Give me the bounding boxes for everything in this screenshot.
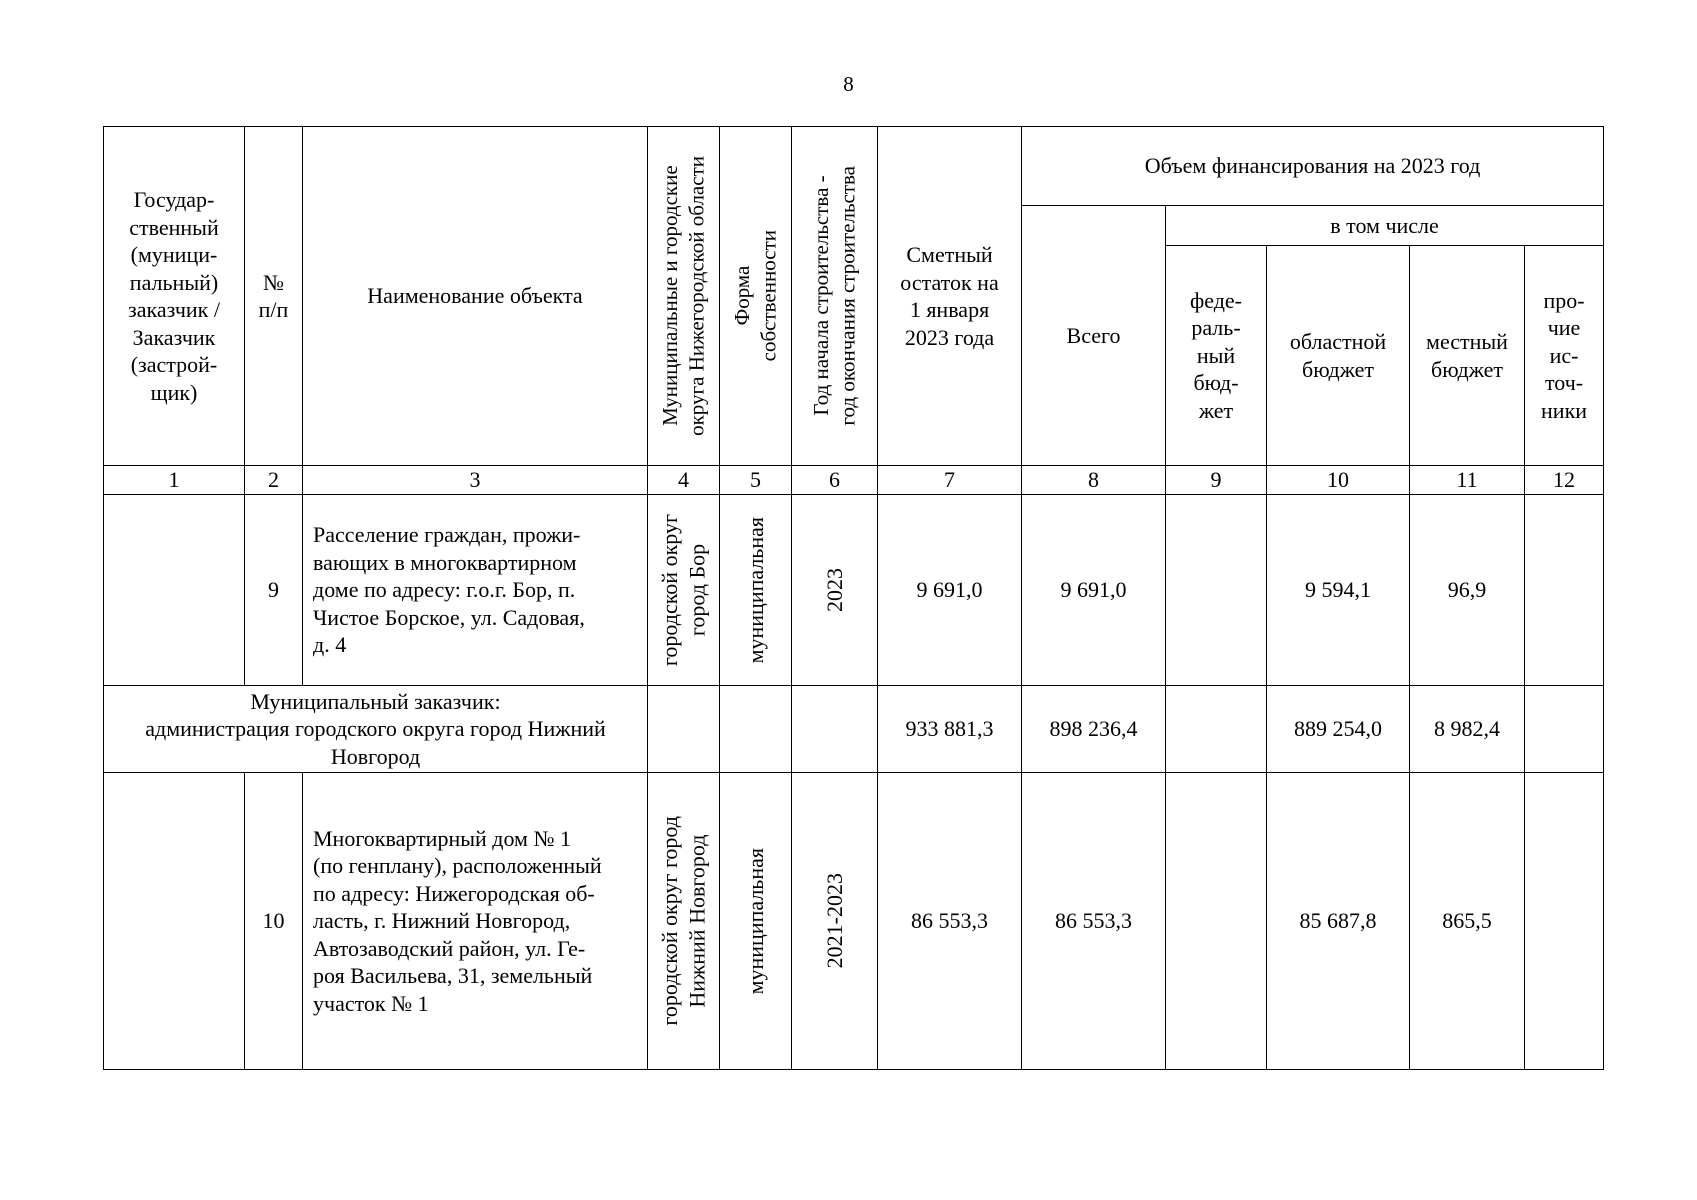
- summary-total: 898 236,4: [1022, 686, 1166, 773]
- header-object-name: Наименование объекта: [303, 127, 648, 466]
- row-federal: [1166, 495, 1267, 686]
- row-customer: [104, 773, 245, 1070]
- summary-municipality: [648, 686, 720, 773]
- summary-federal: [1166, 686, 1267, 773]
- summary-remaining: 933 881,3: [878, 686, 1022, 773]
- column-number: 8: [1022, 466, 1166, 495]
- column-number: 1: [104, 466, 245, 495]
- row-years: [792, 773, 878, 1070]
- column-number: 3: [303, 466, 648, 495]
- row-municipality-text: городской округ город Нижний Новгород: [657, 816, 710, 1026]
- row-regional: 9 594,1: [1267, 495, 1410, 686]
- header-federal: феде- раль- ный бюд- жет: [1166, 246, 1267, 466]
- page-number: 8: [843, 72, 854, 96]
- header-years-text: Год начала строительства - год окончания строительства: [809, 166, 860, 426]
- row-regional: 85 687,8: [1267, 773, 1410, 1070]
- header-municipality-text: Муниципальные и городские округа Нижегородской области: [658, 156, 709, 436]
- header-years: [792, 127, 878, 466]
- header-local: местный бюджет: [1410, 246, 1525, 466]
- column-number: 11: [1410, 466, 1525, 495]
- header-municipality: [648, 127, 720, 466]
- header-remaining: Сметный остаток на 1 января 2023 года: [878, 127, 1022, 466]
- row-remaining: 86 553,3: [878, 773, 1022, 1070]
- column-number-row: [104, 466, 1604, 495]
- summary-row: [104, 686, 1604, 773]
- row-no: 9: [245, 495, 303, 686]
- row-years-text: 2023: [821, 568, 847, 612]
- summary-ownership: [720, 686, 792, 773]
- column-number: 6: [792, 466, 878, 495]
- header-regional: областной бюджет: [1267, 246, 1410, 466]
- row-total: 86 553,3: [1022, 773, 1166, 1070]
- row-total: 9 691,0: [1022, 495, 1166, 686]
- row-ownership: [720, 495, 792, 686]
- row-years-text: 2021-2023: [821, 873, 847, 969]
- row-ownership: [720, 773, 792, 1070]
- header-customer: Государ- ственный (муници- пальный) заказчик / Заказчик (застрой- щик): [104, 127, 245, 466]
- financing-table: [103, 126, 1604, 1070]
- header-ownership-text: Форма собственности: [730, 230, 781, 362]
- table-row: [104, 773, 1604, 1070]
- header-financing: Объем финансирования на 2023 год: [1022, 127, 1604, 206]
- row-municipality-text: городской округ город Бор: [657, 513, 710, 667]
- header-other: про- чие ис- точ- ники: [1525, 246, 1604, 466]
- column-number: 2: [245, 466, 303, 495]
- row-name: Расселение граждан, прожи- вающих в многоквартирном доме по адресу: г.о.г. Бор, п. Чистое Борское, ул. Садовая, д. 4: [303, 495, 648, 686]
- row-municipality: [648, 495, 720, 686]
- row-other: [1525, 495, 1604, 686]
- header-total: Всего: [1022, 206, 1166, 466]
- row-ownership-text: муниципальная: [742, 847, 768, 995]
- row-remaining: 9 691,0: [878, 495, 1022, 686]
- row-no: 10: [245, 773, 303, 1070]
- summary-label: Муниципальный заказчик: администрация городского округа город Нижний Новгород: [104, 686, 648, 773]
- row-local: 96,9: [1410, 495, 1525, 686]
- row-local: 865,5: [1410, 773, 1525, 1070]
- column-number: 12: [1525, 466, 1604, 495]
- row-other: [1525, 773, 1604, 1070]
- column-number: 10: [1267, 466, 1410, 495]
- header-ownership: [720, 127, 792, 466]
- summary-years: [792, 686, 878, 773]
- header-including: в том числе: [1166, 206, 1604, 246]
- header-no: № п/п: [245, 127, 303, 466]
- summary-other: [1525, 686, 1604, 773]
- row-federal: [1166, 773, 1267, 1070]
- summary-regional: 889 254,0: [1267, 686, 1410, 773]
- summary-local: 8 982,4: [1410, 686, 1525, 773]
- row-years: [792, 495, 878, 686]
- table-row: [104, 495, 1604, 686]
- column-number: 5: [720, 466, 792, 495]
- row-municipality: [648, 773, 720, 1070]
- row-ownership-text: муниципальная: [742, 516, 768, 664]
- column-number: 7: [878, 466, 1022, 495]
- column-number: 9: [1166, 466, 1267, 495]
- row-name: Многоквартирный дом № 1 (по генплану), расположенный по адресу: Нижегородская об- ласть, г. Нижний Новгород, Автозаводский район, ул. Ге- роя Васильева, 31, земельный участок № 1: [303, 773, 648, 1070]
- row-customer: [104, 495, 245, 686]
- column-number: 4: [648, 466, 720, 495]
